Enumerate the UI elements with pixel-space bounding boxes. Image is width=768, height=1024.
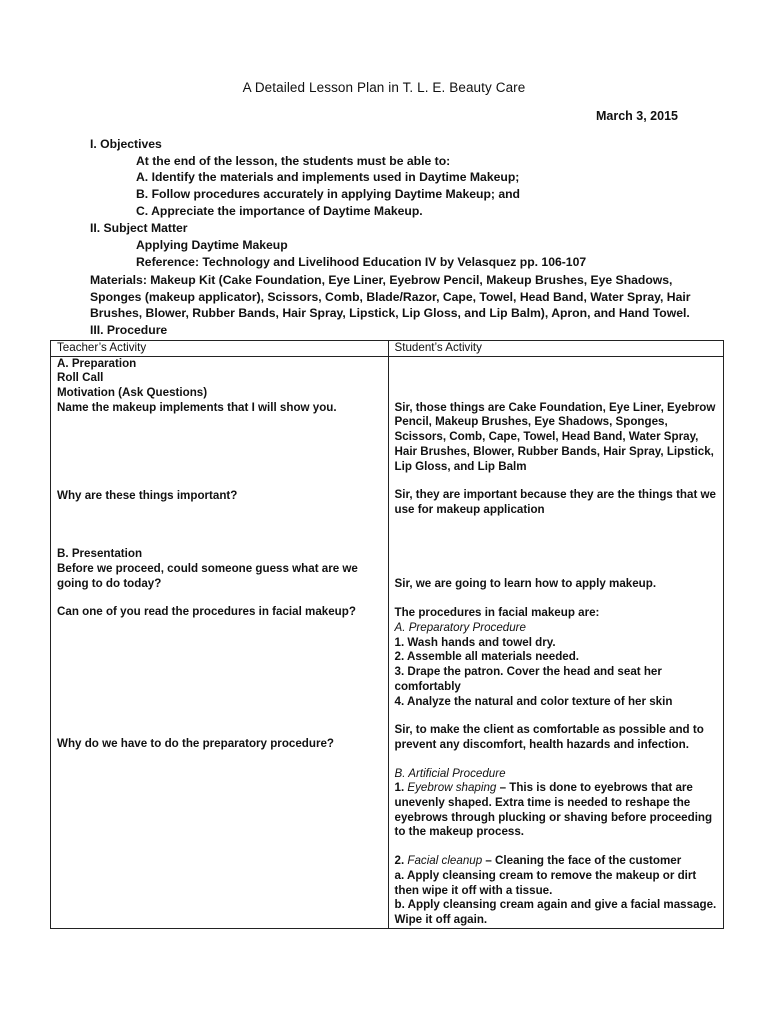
presentation-heading: B. Presentation [57, 547, 143, 561]
spacer [57, 503, 382, 547]
materials-line: Materials: Makeup Kit (Cake Foundation, Eye Liner, Eyebrow Pencil, Makeup Brushes, Eye Shadows, [90, 273, 673, 287]
step-number: 1. [394, 781, 408, 795]
document-date: March 3, 2015 [596, 109, 678, 123]
preparatory-step: 1. Wash hands and towel dry. [394, 635, 556, 649]
table-row [51, 356, 724, 928]
document-title: A Detailed Lesson Plan in T. L. E. Beauty Care [242, 80, 526, 95]
spacer [395, 474, 717, 488]
objective-item: A. Identify the materials and implements used in Daytime Makeup; [136, 170, 520, 184]
artificial-procedure-title: B. Artificial Procedure [394, 766, 506, 780]
step-text: – This is done to eyebrows that are unevenly shaped. Extra time is needed to reshape the eyebrows through plucking or shaving before proceeding to the makeup process. [394, 781, 713, 839]
preparatory-step: 4. Analyze the natural and color texture of her skin [394, 694, 673, 708]
artificial-substep: b. Apply cleansing cream again and give a facial massage. Wipe it off again. [394, 898, 717, 926]
spacer [57, 620, 382, 737]
artificial-step-1 [395, 781, 717, 840]
student-answer: The procedures in facial makeup are: [394, 606, 600, 620]
step-number: 2. [394, 854, 408, 868]
spacer [395, 357, 717, 401]
motivation: Motivation (Ask Questions) [57, 386, 208, 400]
spacer [395, 518, 717, 577]
materials-paragraph [90, 272, 690, 322]
objectives-intro: At the end of the lesson, the students must be able to: [136, 154, 451, 168]
procedure-table [50, 340, 724, 929]
subject-matter-topic: Applying Daytime Makeup [136, 238, 288, 252]
procedure-heading: III. Procedure [90, 323, 168, 337]
student-answer: Sir, to make the client as comfortable as possible and to prevent any discomfort, health hazards and infection. [394, 723, 704, 751]
spacer [57, 416, 382, 489]
student-answer: Sir, they are important because they are the things that we use for makeup application [394, 488, 717, 516]
step-name: Eyebrow shaping [407, 781, 497, 795]
preparatory-step: 2. Assemble all materials needed. [394, 650, 580, 664]
teacher-question: Before we proceed, could someone guess what are we going to do today? [57, 561, 358, 590]
teacher-activity-header: Teacher’s Activity [51, 341, 389, 357]
student-answer: Sir, those things are Cake Foundation, Eye Liner, Eyebrow Pencil, Makeup Brushes, Eye Shadows, Sponges, Scissors, Comb, Cape, Towel, Head Band, Water Spray, Hair Brushes, Blower, Rubber Bands, Hair Spray, Lipstick, Lip Gloss, and Lip Balm [394, 400, 716, 473]
materials-line: Sponges (makeup applicator), Scissors, Comb, Blade/Razor, Cape, Towel, Head Band, Water Spray, Hair [90, 289, 691, 304]
spacer [395, 591, 717, 606]
objective-item: B. Follow procedures accurately in applying Daytime Makeup; and [136, 187, 520, 201]
spacer [57, 591, 382, 605]
spacer [395, 709, 717, 723]
preparation-heading: A. Preparation [57, 356, 137, 370]
teacher-question: Name the makeup implements that I will show you. [57, 400, 337, 414]
materials-line: Brushes, Blower, Rubber Bands, Hair Spray, Lipstick, Lip Gloss, and Lip Balm), Apron, and Hand Towel. [90, 306, 690, 320]
teacher-question: Why do we have to do the preparatory procedure? [57, 737, 335, 751]
roll-call: Roll Call [57, 371, 104, 385]
spacer [395, 840, 717, 854]
spacer [395, 753, 717, 767]
objective-item: C. Appreciate the importance of Daytime Makeup. [136, 204, 423, 218]
preparatory-step: 3. Drape the patron. Cover the head and seat her comfortably [394, 665, 662, 693]
artificial-step-2 [395, 854, 717, 869]
teacher-question: Why are these things important? [57, 488, 238, 502]
subject-matter-reference: Reference: Technology and Livelihood Education IV by Velasquez pp. 106-107 [136, 255, 587, 269]
step-name: Facial cleanup [407, 854, 483, 868]
student-activity-cell [388, 356, 723, 928]
teacher-activity-cell [51, 356, 389, 928]
subject-matter-heading: II. Subject Matter [90, 221, 188, 235]
artificial-substep: a. Apply cleansing cream to remove the makeup or dirt then wipe it off with a tissue. [394, 868, 697, 897]
student-answer: Sir, we are going to learn how to apply makeup. [394, 576, 657, 590]
step-text: – Cleaning the face of the customer [482, 854, 682, 868]
teacher-question: Can one of you read the procedures in facial makeup? [57, 605, 356, 619]
student-activity-header: Student’s Activity [388, 341, 723, 357]
objectives-heading: I. Objectives [90, 137, 162, 151]
preparatory-procedure-title: A. Preparatory Procedure [394, 621, 526, 635]
table-header-row [51, 341, 724, 357]
